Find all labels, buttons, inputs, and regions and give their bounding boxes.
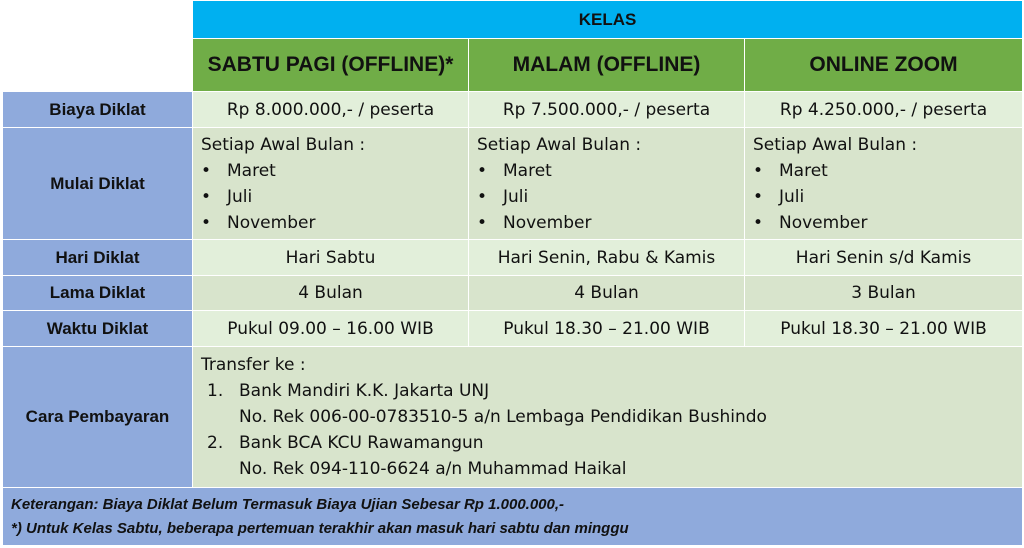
training-schedule-table — [2, 0, 1023, 546]
mulai-intro: Setiap Awal Bulan : — [477, 134, 642, 155]
row-mulai — [3, 128, 1023, 240]
label-biaya: Biaya Diklat — [3, 92, 193, 128]
biaya-online: Rp 4.250.000,- / peserta — [745, 92, 1023, 128]
label-hari: Hari Diklat — [3, 240, 193, 276]
mulai-online — [745, 128, 1023, 240]
hari-malam: Hari Senin, Rabu & Kamis — [469, 240, 745, 276]
waktu-malam: Pukul 18.30 – 21.00 WIB — [469, 311, 745, 347]
bank-2-account: No. Rek 094-110-6624 a/n Muhammad Haikal — [239, 459, 627, 479]
row-waktu — [3, 311, 1023, 347]
mulai-intro: Setiap Awal Bulan : — [201, 134, 366, 155]
hari-online: Hari Senin s/d Kamis — [745, 240, 1023, 276]
lama-sabtu: 4 Bulan — [193, 276, 469, 311]
waktu-sabtu: Pukul 09.00 – 16.00 WIB — [193, 311, 469, 347]
row-biaya — [3, 92, 1023, 128]
notes-row — [3, 488, 1023, 546]
corner-blank — [3, 1, 193, 39]
month-item: • November — [201, 212, 316, 233]
row-lama — [3, 276, 1023, 311]
note-sabtu: *) Untuk Kelas Sabtu, beberapa pertemuan terakhir akan masuk hari sabtu dan minggu — [11, 519, 629, 537]
lama-malam: 4 Bulan — [469, 276, 745, 311]
column-online-zoom: ONLINE ZOOM — [745, 39, 1023, 92]
mulai-intro: Setiap Awal Bulan : — [753, 134, 918, 155]
mulai-malam — [469, 128, 745, 240]
bank-1-name: 1. Bank Mandiri K.K. Jakarta UNJ — [207, 381, 490, 401]
notes — [3, 488, 1023, 546]
bank-2-name: 2. Bank BCA KCU Rawamangun — [207, 433, 484, 453]
payment-intro: Transfer ke : — [201, 355, 306, 375]
hari-sabtu: Hari Sabtu — [193, 240, 469, 276]
kelas-header-row — [3, 1, 1023, 39]
biaya-malam: Rp 7.500.000,- / peserta — [469, 92, 745, 128]
lama-online: 3 Bulan — [745, 276, 1023, 311]
corner-blank-2 — [3, 39, 193, 92]
label-pembayaran: Cara Pembayaran — [3, 347, 193, 488]
month-item: • Juli — [477, 186, 529, 207]
training-schedule-table-container — [2, 0, 1022, 546]
month-item: • Maret — [201, 160, 276, 181]
month-item: • Juli — [201, 186, 253, 207]
row-pembayaran — [3, 347, 1023, 488]
row-hari — [3, 240, 1023, 276]
payment-details — [193, 347, 1023, 488]
mulai-sabtu — [193, 128, 469, 240]
bank-1-account: No. Rek 006-00-0783510-5 a/n Lembaga Pendidikan Bushindo — [239, 407, 767, 427]
month-item: • Maret — [753, 160, 828, 181]
kelas-header: KELAS — [193, 1, 1023, 39]
label-waktu: Waktu Diklat — [3, 311, 193, 347]
label-lama: Lama Diklat — [3, 276, 193, 311]
note-keterangan: Keterangan: Biaya Diklat Belum Termasuk Biaya Ujian Sebesar Rp 1.000.000,- — [11, 495, 565, 513]
month-item: • November — [753, 212, 868, 233]
column-sabtu-pagi: SABTU PAGI (OFFLINE)* — [193, 39, 469, 92]
column-malam: MALAM (OFFLINE) — [469, 39, 745, 92]
biaya-sabtu: Rp 8.000.000,- / peserta — [193, 92, 469, 128]
class-columns-row — [3, 39, 1023, 92]
waktu-online: Pukul 18.30 – 21.00 WIB — [745, 311, 1023, 347]
label-mulai: Mulai Diklat — [3, 128, 193, 240]
month-item: • Juli — [753, 186, 805, 207]
month-item: • November — [477, 212, 592, 233]
month-item: • Maret — [477, 160, 552, 181]
